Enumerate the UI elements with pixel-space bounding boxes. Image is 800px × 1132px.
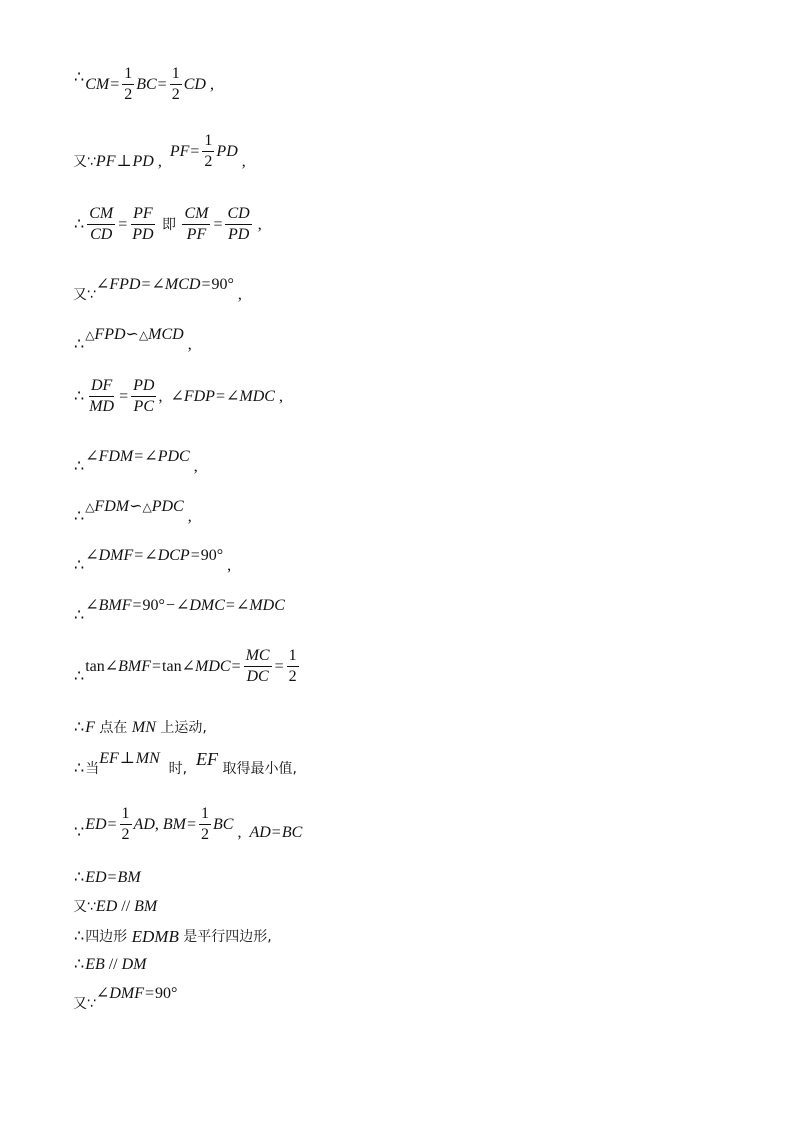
line-2: 又∵ PF ⊥ PD , PF = $\frac{1}{2}$ PD ,: [73, 132, 246, 170]
line-15: ∴ ED = BM: [74, 869, 141, 886]
line-5: ∴ △ FPD ∽ △ MCD ,: [74, 326, 192, 353]
line-11: ∴ tan ∠BMF = tan ∠MDC = $\frac{MC}{DC}$ = $\frac{1}{2}$: [74, 647, 297, 685]
line-8: ∴ △ FDM ∽ △ PDC ,: [74, 498, 192, 525]
line-6: ∴ $\frac{DF}{MD}$ = $\frac{PD}{PC}$ , ∠FDP = ∠MDC ,: [74, 377, 283, 415]
line-12: ∴ F 点在 MN 上运动,: [74, 719, 207, 736]
line-13: ∴ 当 EF ⊥ MN 时, EF 取得最小值,: [74, 749, 297, 777]
line-16: 又∵ ED // BM: [73, 898, 158, 915]
line-7: ∴ ∠FDM = ∠PDC ,: [74, 448, 198, 475]
line-19: 又∵ ∠DMF = 90°: [73, 985, 178, 1012]
line-17: ∴ 四边形 EDMB 是平行四边形,: [74, 927, 272, 946]
line-9: ∴ ∠DMF = ∠DCP = 90° ,: [74, 547, 232, 574]
line-18: ∴ EB // DM: [74, 956, 147, 973]
line-14: ∵ ED = $\frac{1}{2}$ AD , BM = $\frac{1}{2}$ BC , AD = BC: [74, 805, 303, 843]
line-10: ∴ ∠BMF = 90° − ∠DMC = ∠MDC: [74, 597, 285, 624]
line-4: 又∵ ∠FPD = ∠MCD = 90° ,: [73, 276, 242, 303]
line-1: ∴ CM = $\frac{1}{2}$ BC = $\frac{1}{2}$ CD ,: [74, 65, 214, 103]
line-3: ∴ $\frac{CM}{CD}$ = $\frac{PF}{PD}$ 即 $\frac{CM}{PF}$ = $\frac{CD}{PD}$ ,: [74, 205, 262, 243]
